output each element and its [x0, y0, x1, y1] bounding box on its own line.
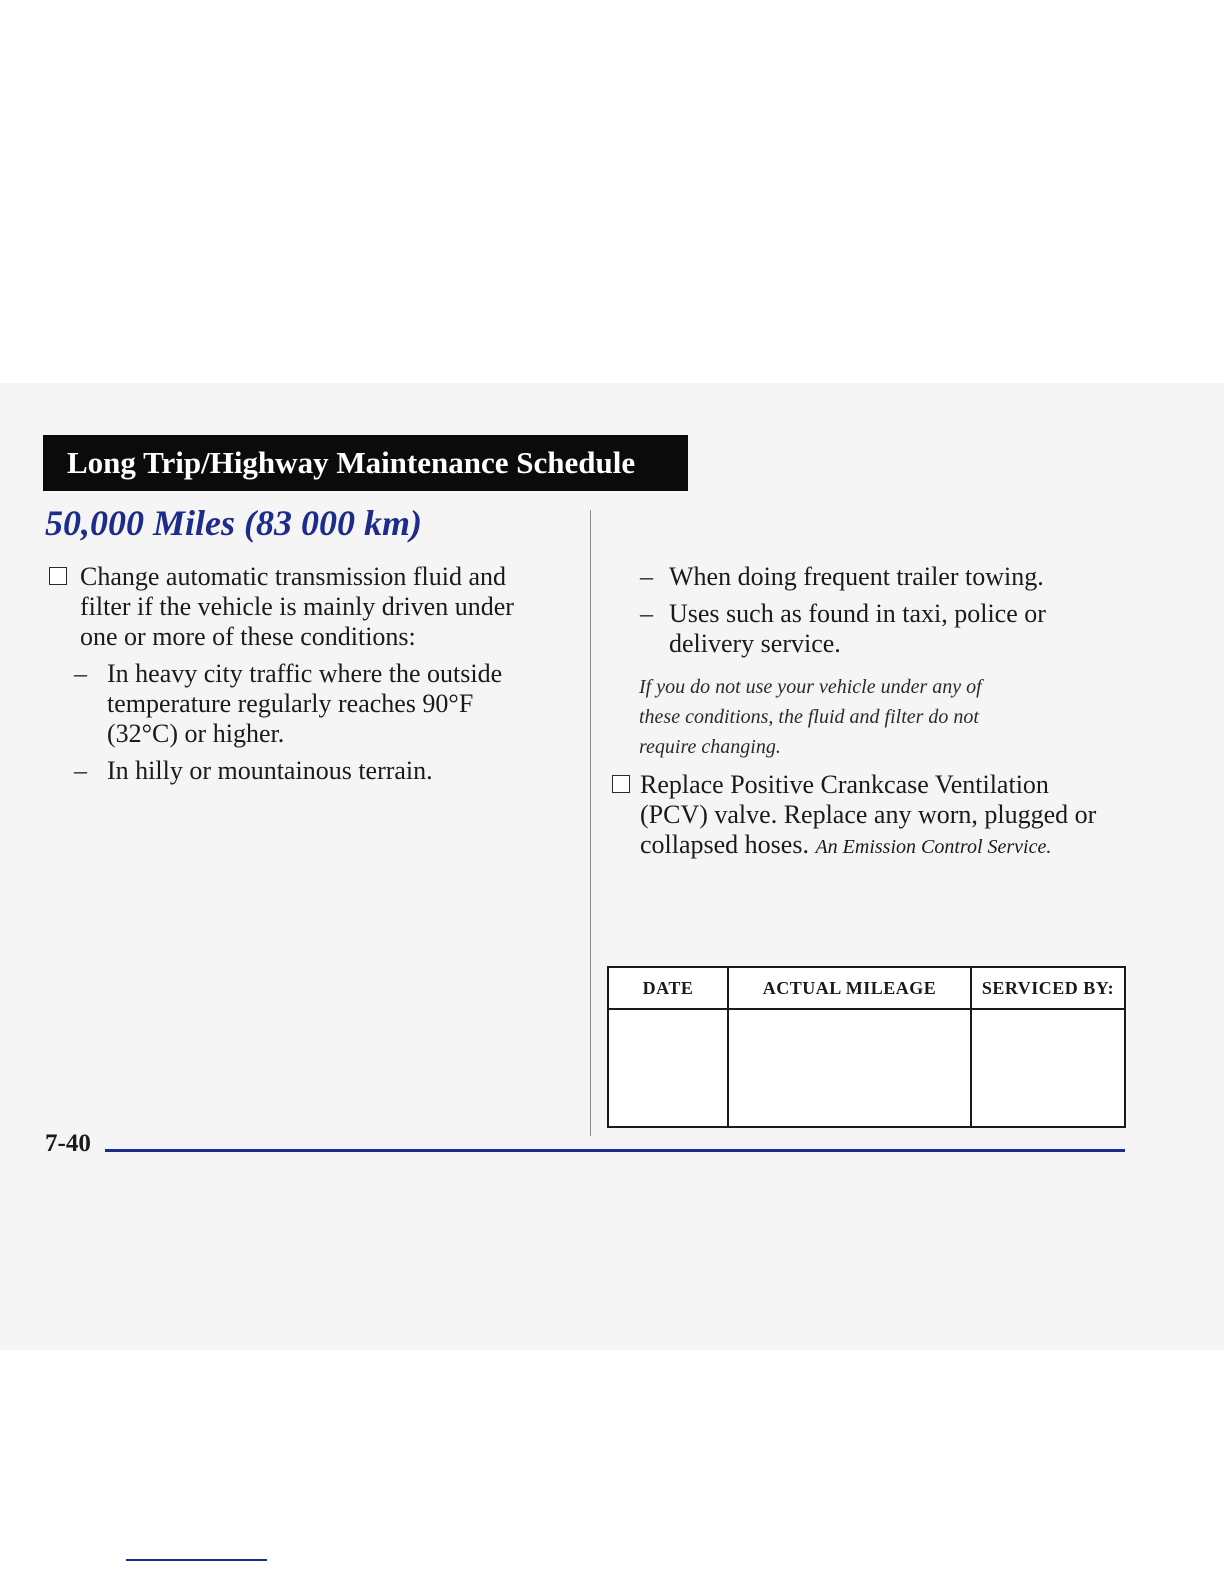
- column-divider: [590, 510, 591, 1136]
- mileage-heading: 50,000 Miles (83 000 km): [45, 503, 422, 543]
- bottom-rule: [126, 1559, 267, 1561]
- dash-bullet: –: [640, 599, 653, 628]
- checkbox-transmission[interactable]: [49, 567, 67, 585]
- condition-taxi-police: [612, 599, 1152, 659]
- checkbox-pcv[interactable]: [612, 775, 630, 793]
- service-log-table: [607, 966, 1126, 1128]
- item-line: collapsed hoses.: [640, 830, 809, 859]
- dash-bullet: –: [74, 659, 87, 688]
- right-column: [612, 562, 1152, 862]
- condition-hilly-terrain: [47, 756, 567, 786]
- condition-line: delivery service.: [669, 629, 841, 658]
- footer-rule: [105, 1149, 1125, 1152]
- dash-bullet: –: [74, 756, 87, 785]
- condition-line: When doing frequent trailer towing.: [669, 562, 1044, 591]
- condition-trailer-towing: [612, 562, 1152, 592]
- item-line: Replace Positive Crankcase Ventilation: [640, 770, 1049, 799]
- section-header-bar: [43, 435, 688, 491]
- item-line: one or more of these conditions:: [80, 622, 416, 651]
- left-column: [47, 562, 567, 786]
- header-serviced-by: SERVICED BY:: [971, 967, 1125, 1009]
- maintenance-item-transmission: [47, 562, 567, 652]
- mileage-cell[interactable]: [728, 1009, 971, 1127]
- condition-line: (32°C) or higher.: [107, 719, 285, 748]
- header-title: Long Trip/Highway Maintenance Schedule: [67, 445, 636, 480]
- condition-city-traffic: [47, 659, 567, 749]
- note-line: require changing.: [639, 736, 781, 758]
- dash-bullet: –: [640, 562, 653, 591]
- emission-control-label: An Emission Control Service.: [815, 836, 1052, 858]
- date-cell[interactable]: [608, 1009, 728, 1127]
- header-actual-mileage: ACTUAL MILEAGE: [728, 967, 971, 1009]
- table-header-row: [608, 967, 1125, 1009]
- maintenance-item-pcv: [612, 770, 1152, 862]
- serviced-by-cell[interactable]: [971, 1009, 1125, 1127]
- page-number: 7-40: [45, 1130, 91, 1157]
- header-date: DATE: [608, 967, 728, 1009]
- note-line: these conditions, the fluid and filter do not: [639, 706, 979, 728]
- item-line: (PCV) valve. Replace any worn, plugged or: [640, 800, 1097, 829]
- condition-line: In heavy city traffic where the outside: [107, 659, 503, 688]
- note-line: If you do not use your vehicle under any of: [639, 676, 982, 698]
- table-row: [608, 1009, 1125, 1127]
- item-line: Change automatic transmission fluid and: [80, 562, 507, 591]
- condition-line: In hilly or mountainous terrain.: [107, 756, 433, 785]
- condition-line: temperature regularly reaches 90°F: [107, 689, 474, 718]
- item-line-with-emission: [640, 830, 1152, 862]
- item-line: filter if the vehicle is mainly driven under: [80, 592, 514, 621]
- italic-note: [612, 672, 1059, 762]
- condition-line: Uses such as found in taxi, police or: [669, 599, 1046, 628]
